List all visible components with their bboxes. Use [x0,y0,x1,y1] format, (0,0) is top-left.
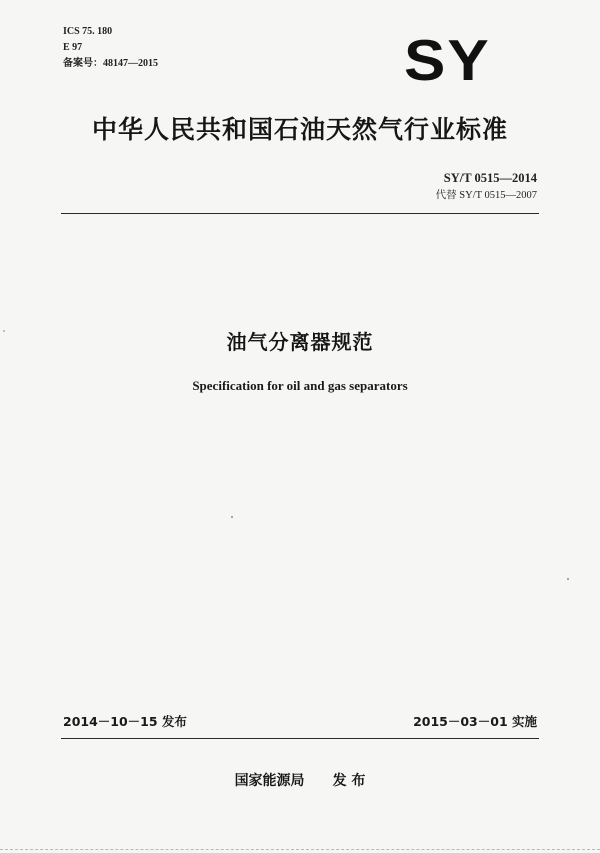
standard-code: SY/T 0515—2014 [443,171,537,185]
top-divider [61,213,539,214]
standard-category-title: 中华人民共和国石油天然气行业标准 [91,115,508,144]
classification-code: E 97 [63,42,83,53]
implementation-date: 2015－03－01 实施 [413,714,537,729]
issuer-agency: 国家能源局 [234,773,305,789]
scan-edge-line [0,849,600,850]
issuing-authority [0,770,600,790]
scan-speck [3,330,5,332]
standard-number-block [436,170,537,204]
filing-number: 备案号：48147—2015 [63,58,158,69]
bottom-divider [61,738,539,739]
scan-speck [567,578,569,580]
scan-speck [231,516,233,518]
ics-code: ICS 75. 180 [63,26,113,37]
replaces-standard: 代替 SY/T 0515—2007 [435,190,537,201]
document-title-chinese: 油气分离器规范 [226,330,374,354]
issue-action: 发 布 [332,773,366,789]
classification-block [63,24,158,72]
publish-date: 2014－10－15 发布 [63,714,187,729]
document-title-english: Specification for oil and gas separators [192,378,408,393]
sy-logo: SY [404,29,491,93]
